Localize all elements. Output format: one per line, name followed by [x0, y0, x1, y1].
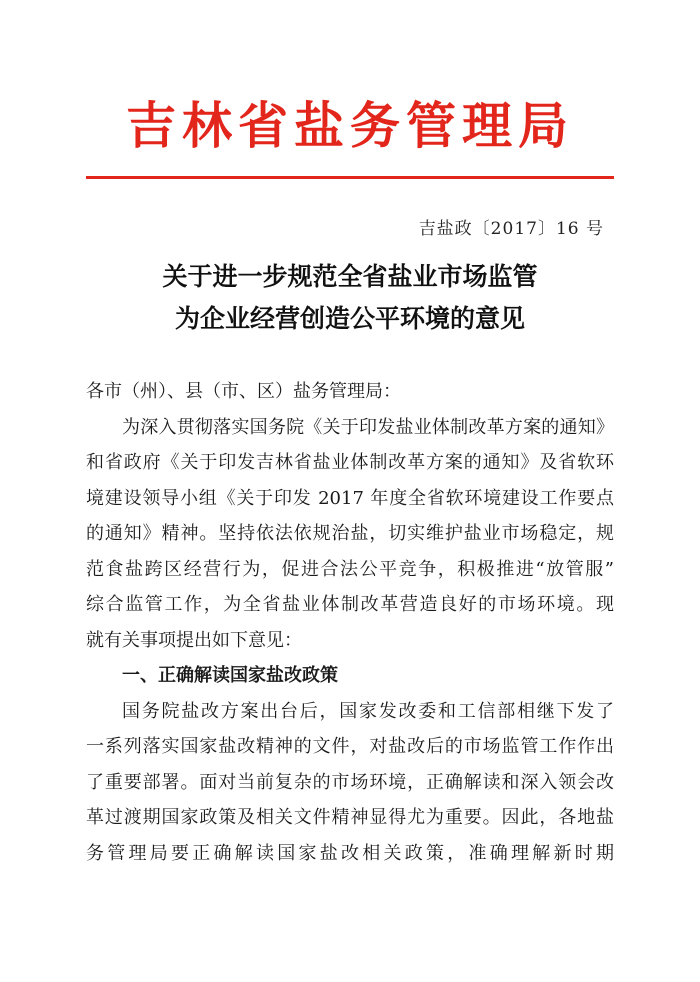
- body-line: 国务院盐改方案出台后，国家发改委和工信部相继下发了: [122, 700, 614, 722]
- organization-letterhead: 吉林省盐务管理局: [126, 96, 574, 155]
- body-line: 务管理局要正确解读国家盐改相关政策，准确理解新时期: [86, 842, 614, 864]
- document-title-line: 关于进一步规范全省盐业市场监管: [162, 262, 538, 291]
- body-line: 一系列落实国家盐改精神的文件，对盐改后的市场监管工作作出: [86, 736, 614, 757]
- body-line: 的通知》精神。坚持依法依规治盐，切实维护盐业市场稳定，规: [86, 523, 614, 544]
- body-line: 革过渡期国家政策及相关文件精神显得尤为重要。因此，各地盐: [86, 807, 614, 828]
- document-title: [0, 256, 700, 340]
- body-line: 综合监管工作，为全省盐业体制改革营造良好的市场环境。现: [86, 594, 614, 615]
- document-body: [86, 374, 614, 871]
- document-number: 吉盐政〔2017〕16 号: [418, 219, 604, 239]
- letterhead-red-rule: [86, 176, 614, 179]
- body-line: 为深入贯彻落实国务院《关于印发盐业体制改革方案的通知》: [122, 416, 614, 438]
- section-heading: 一、正确解读国家盐改政策: [122, 665, 338, 686]
- document-title-line: 为企业经营创造公平环境的意见: [174, 304, 525, 333]
- body-line: 和省政府《关于印发吉林省盐业体制改革方案的通知》及省软环: [86, 452, 614, 473]
- salutation: 各市（州）、县（市、区）盐务管理局：: [86, 381, 401, 402]
- body-line: 了重要部署。面对当前复杂的市场环境，正确解读和深入领会改: [86, 771, 614, 793]
- body-line: 境建设领导小组《关于印发 2017 年度全省软环境建设工作要点: [86, 487, 614, 509]
- body-line: 就有关事项提出如下意见：: [86, 629, 302, 651]
- body-line: 范食盐跨区经营行为，促进合法公平竞争，积极推进“放管服”: [86, 558, 614, 580]
